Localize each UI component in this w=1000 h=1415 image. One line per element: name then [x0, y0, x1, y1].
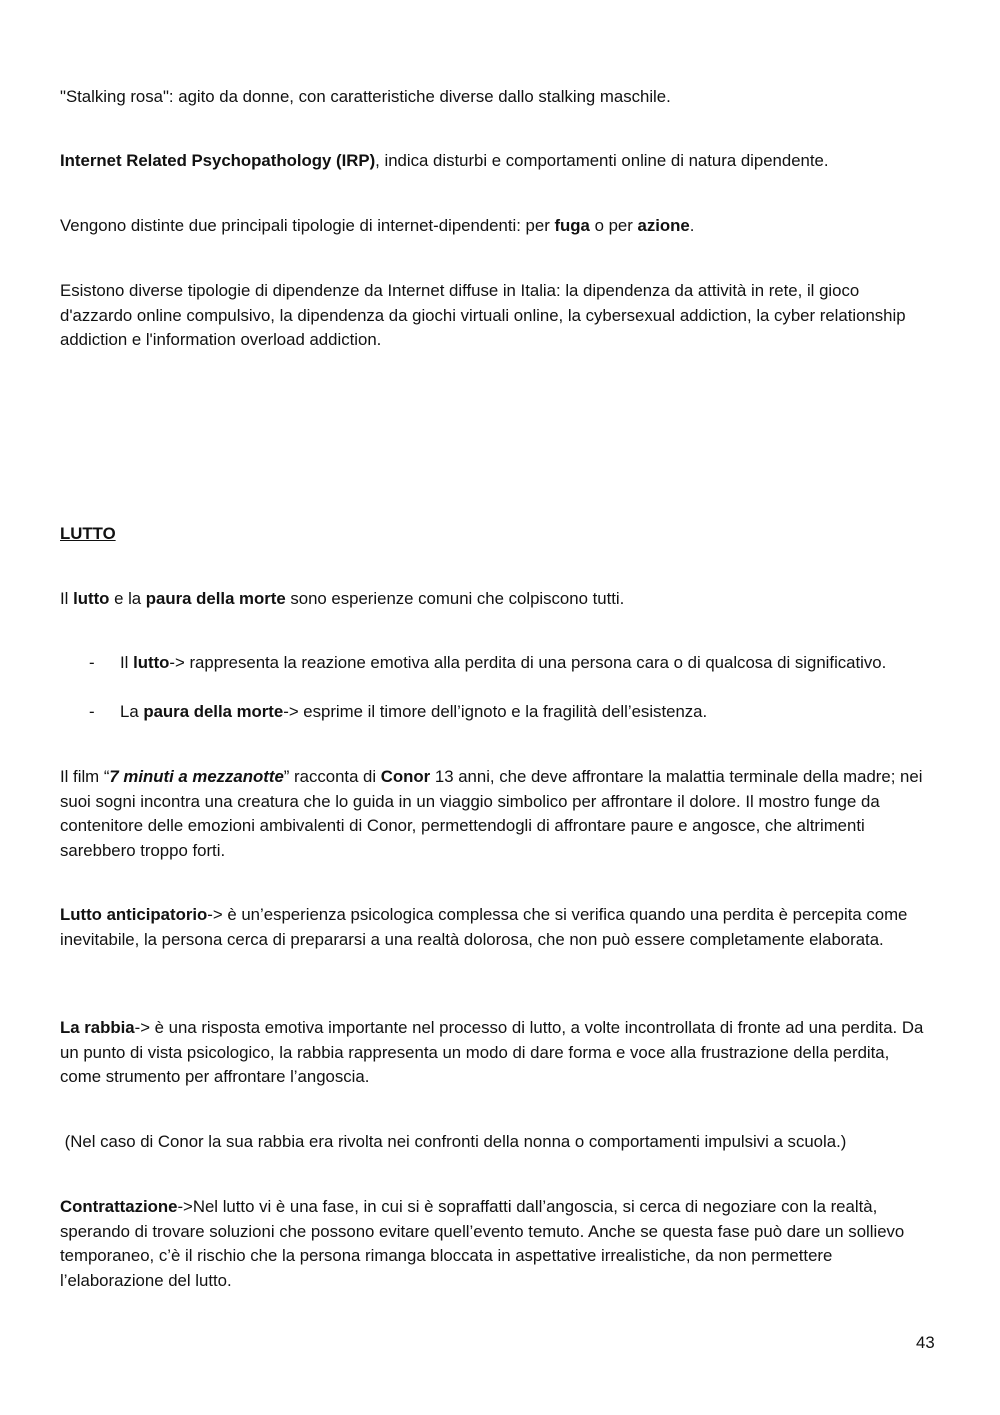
term-azione: azione	[637, 216, 690, 235]
term-lutto: lutto	[73, 589, 110, 608]
term-paura-della-morte: paura della morte	[145, 589, 286, 608]
term-paura-della-morte: paura della morte	[143, 702, 284, 721]
list-bullet: -	[89, 702, 95, 721]
paragraph-text: ” racconta di	[283, 767, 381, 786]
film-title: 7 minuti a mezzanotte	[109, 767, 284, 786]
paragraph-text: -> è un’esperienza psicologica complessa che si verifica quando una perdita è percepita come inevitabile, la persona cerca di prepararsi a una realtà dolorosa, che non può essere completamente elaborata.	[60, 905, 908, 949]
paragraph-text: .	[689, 216, 695, 235]
term-lutto: lutto	[133, 653, 170, 672]
paragraph-text: Il	[60, 589, 74, 608]
list-item	[120, 700, 920, 725]
paragraph-text: o per	[589, 216, 638, 235]
list-item-text: -> rappresenta la reazione emotiva alla perdita di una persona cara o di qualcosa di significativo.	[169, 653, 887, 672]
paragraph-text: -> è una risposta emotiva importante nel processo di lutto, a volte incontrollata di fronte ad una perdita. Da un punto di vista psicologico, la rabbia rappresenta un modo di dare forma e voce alla frustrazione della perdita, come strumento per affrontare l’angoscia.	[60, 1018, 924, 1086]
paragraph-irp	[60, 149, 930, 174]
list-item-text: -> esprime il timore dell’ignoto e la fragilità dell’esistenza.	[283, 702, 708, 721]
paragraph-text: Il film “	[60, 767, 110, 786]
paragraph-dipendenze	[60, 279, 930, 353]
paragraph-rabbia	[60, 1016, 930, 1090]
term-conor: Conor	[380, 767, 431, 786]
paragraph-lutto-intro	[60, 587, 930, 612]
paragraph-lutto-anticipatorio	[60, 903, 930, 952]
list-item-text: La	[120, 702, 144, 721]
paragraph-text: sono esperienze comuni che colpiscono tutti.	[285, 589, 625, 608]
paragraph-text: Vengono distinte due principali tipologie di internet-dipendenti: per	[60, 216, 555, 235]
list-item	[120, 651, 920, 676]
term-contrattazione: Contrattazione	[60, 1197, 178, 1216]
paragraph-nota-conor	[60, 1130, 930, 1155]
paragraph-contrattazione	[60, 1195, 930, 1293]
list-bullet: -	[89, 653, 95, 672]
term-rabbia: La rabbia	[60, 1018, 135, 1037]
term-fuga: fuga	[554, 216, 590, 235]
paragraph-text: "Stalking rosa": agito da donne, con caratteristiche diverse dallo stalking maschile.	[60, 87, 671, 106]
paragraph-text: , indica disturbi e comportamenti online di natura dipendente.	[375, 151, 829, 170]
paragraph-text: (Nel caso di Conor la sua rabbia era rivolta nei confronti della nonna o comportamenti impulsivi a scuola.)	[60, 1132, 847, 1151]
term-irp: Internet Related Psychopathology (IRP)	[60, 151, 376, 170]
paragraph-tipologie	[60, 214, 930, 239]
paragraph-text: e la	[109, 589, 146, 608]
section-heading-lutto: LUTTO	[60, 524, 116, 543]
page-number: 43	[916, 1333, 935, 1352]
paragraph-text: Esistono diverse tipologie di dipendenze da Internet diffuse in Italia: la dipendenza da attività in rete, il gioco d'azzardo online compulsivo, la dipendenza da giochi virtuali online, la cybersexual addiction, la cyber relationship addiction e l'information overload addiction.	[60, 281, 906, 349]
paragraph-film	[60, 765, 930, 863]
paragraph-text: ->Nel lutto vi è una fase, in cui si è sopraffatti dall’angoscia, si cerca di negoziare con la realtà, sperando di trovare soluzioni che possono evitare quell’evento temuto. Anche se questa fase può dare un sollievo temporaneo, c’è il rischio che la persona rimanga bloccata in aspettative irrealistiche, da non permettere l’elaborazione del lutto.	[60, 1197, 905, 1290]
term-lutto-anticipatorio: Lutto anticipatorio	[60, 905, 208, 924]
paragraph-stalking-rosa	[60, 85, 930, 110]
list-item-text: Il	[120, 653, 134, 672]
paragraph-text: 13 anni, che deve affrontare la malattia terminale della madre; nei suoi sogni incontra una creatura che lo guida in un viaggio simbolico per affrontare il dolore. Il mostro funge da contenitore delle emozioni ambivalenti di Conor, permettendogli di affrontare paure e angosce, che altrimenti sarebbero troppo forti.	[60, 767, 923, 860]
